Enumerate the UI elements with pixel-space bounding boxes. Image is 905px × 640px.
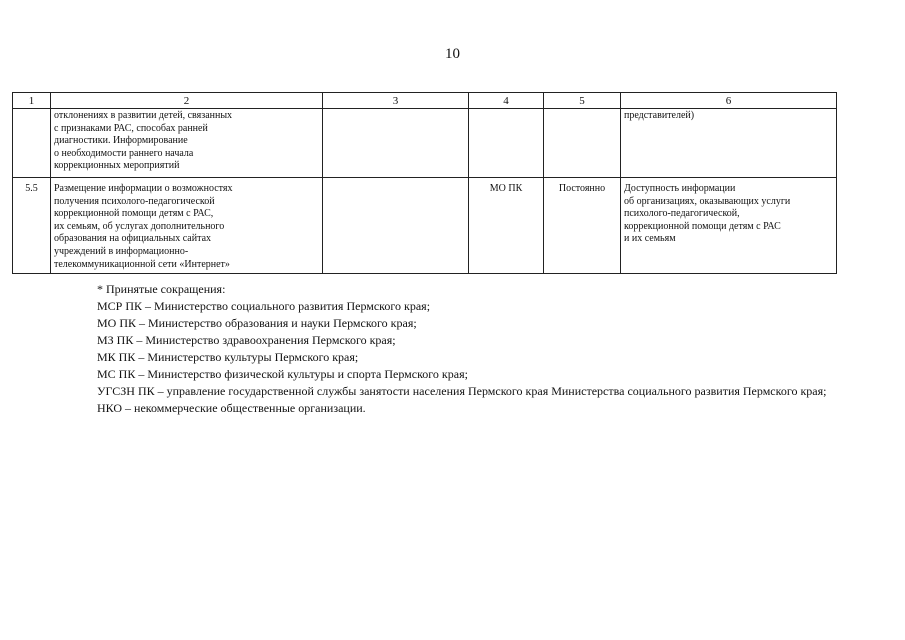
abbreviation-item: МС ПК – Министерство физической культуры и спорта Пермского края; — [97, 367, 468, 381]
table-header-row — [13, 93, 837, 109]
term-cell — [544, 109, 621, 178]
column-header: 1 — [13, 93, 51, 109]
activity-name-line: коррекционной помощи детям с РАС, — [54, 208, 214, 220]
executor-cell: МО ПК — [469, 178, 544, 274]
result-cell — [621, 178, 837, 274]
activity-name-line: о необходимости раннего начала — [54, 147, 194, 159]
table-row — [13, 178, 837, 274]
column-3-cell — [323, 109, 469, 178]
result-line: Доступность информации — [624, 183, 736, 194]
abbreviation-item: МК ПК – Министерство культуры Пермского края; — [97, 350, 359, 364]
column-header: 2 — [51, 93, 323, 109]
activity-name-line: учреждений в информационно- — [54, 245, 189, 257]
activities-table — [12, 92, 837, 274]
column-3-cell — [323, 178, 469, 274]
activity-name-line: получения психолого-педагогической — [54, 195, 215, 207]
activity-name-line: отклонениях в развитии детей, связанных — [54, 110, 233, 121]
item-number: 5.5 — [13, 178, 51, 274]
page-number: 10 — [445, 46, 460, 62]
result-cell — [621, 109, 837, 178]
abbreviations-heading: * Принятые сокращения: — [97, 282, 226, 296]
abbreviation-item: МСР ПК – Министерство социального развития Пермского края; — [97, 299, 431, 313]
result-line: психолого-педагогической, — [624, 208, 740, 220]
activity-name-line: образования на официальных сайтах — [54, 233, 212, 245]
activity-name-line: телекоммуникационной сети «Интернет» — [54, 258, 230, 270]
activity-name-line: коррекционных мероприятий — [54, 160, 180, 172]
abbreviation-item: УГСЗН ПК – управление государственной службы занятости населения Пермского края Министерства социального развития Пермского края; — [97, 384, 827, 398]
result-line: и их семьям — [624, 233, 676, 245]
activity-name-line: их семьям, об услугах дополнительного — [54, 220, 225, 232]
activity-name — [51, 109, 323, 178]
abbreviation-item: НКО – некоммерческие общественные организации. — [97, 401, 366, 415]
result-line: представителей) — [624, 110, 695, 121]
activity-name-line: Размещение информации о возможностях — [54, 183, 233, 194]
abbreviation-item: МО ПК – Министерство образования и науки Пермского края; — [97, 316, 417, 330]
activity-name-line: с признаками РАС, способах ранней — [54, 122, 208, 134]
executor-cell — [469, 109, 544, 178]
result-line: коррекционной помощи детям с РАС — [624, 220, 781, 232]
term-cell: Постоянно — [544, 178, 621, 274]
column-header: 5 — [544, 93, 621, 109]
abbreviations-note — [58, 281, 845, 417]
activity-name — [51, 178, 323, 274]
abbreviation-item: МЗ ПК – Министерство здравоохранения Пермского края; — [97, 333, 396, 347]
column-header: 4 — [469, 93, 544, 109]
item-number — [13, 109, 51, 178]
table-row — [13, 109, 837, 178]
activity-name-line: диагностики. Информирование — [54, 135, 188, 147]
result-line: об организациях, оказывающих услуги — [624, 195, 791, 207]
column-header: 6 — [621, 93, 837, 109]
column-header: 3 — [323, 93, 469, 109]
